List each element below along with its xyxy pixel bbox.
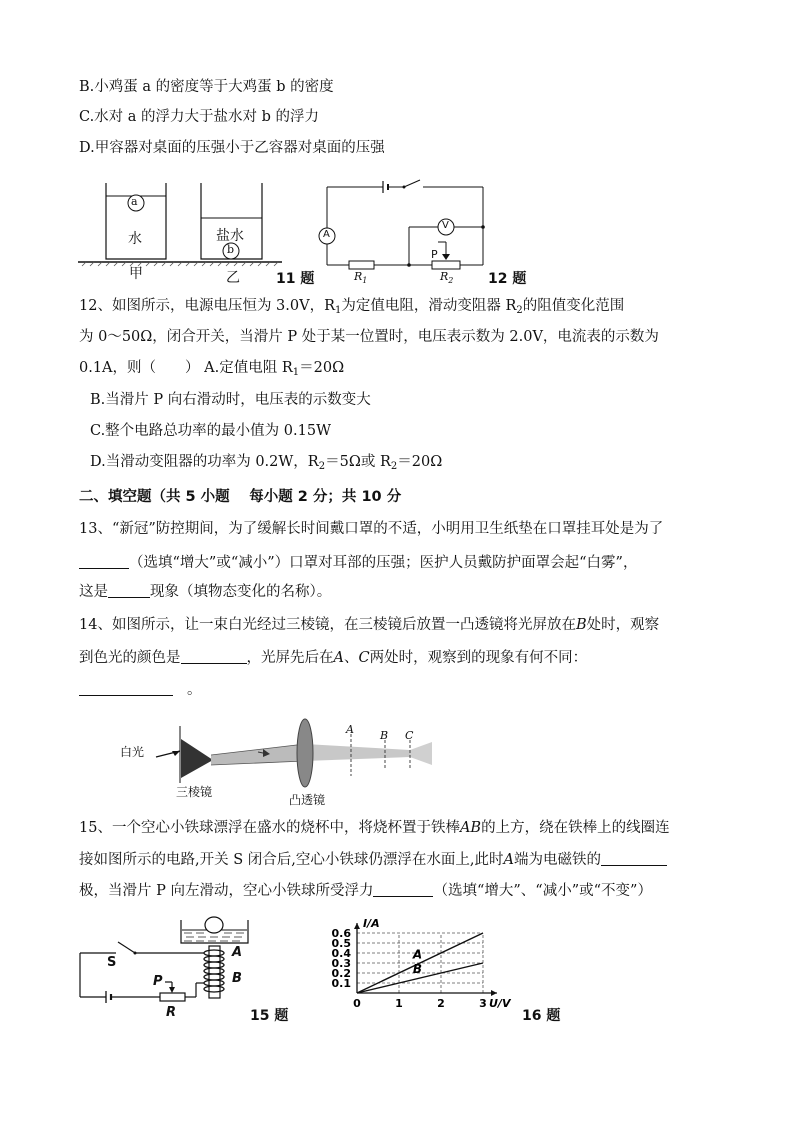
y-axis-label: I/A (363, 917, 380, 930)
q12-stem3b: ＝20Ω (299, 360, 345, 376)
position-a-label: A (346, 723, 354, 736)
figure-16-caption: 16 题 (522, 1008, 561, 1024)
series-label-B: B (412, 961, 423, 976)
q14-line2d: 两处时，观察到的现象有何不同： (369, 650, 588, 666)
x-axis-label: U/V (489, 997, 511, 1010)
q15-line2a: 接如图所示的电路,开关 S 闭合后,空心小铁球仍漂浮在水面上,此时 (79, 852, 504, 868)
voltmeter-symbol: V (442, 220, 449, 231)
x-tick-label: 3 (479, 997, 487, 1010)
salt-water-label: 盐水 (216, 228, 244, 244)
r2-subscript: 2 (448, 276, 454, 285)
q12-stem1b: 为定值电阻，滑动变阻器 R (341, 298, 517, 314)
series-label-A: A (412, 947, 423, 962)
q12-optd-sub2: 2 (390, 461, 398, 472)
q14-line1-b-letter: B (575, 617, 587, 633)
q12-stem3a: 0.1A，则（ ） A.定值电阻 R (79, 360, 293, 376)
x-tick-label: 0 (353, 997, 361, 1010)
q12-optd-sub1: 2 (318, 461, 326, 472)
q12-stem1c: 的阻值变化范围 (522, 298, 625, 314)
q15-line2-a-letter: A (503, 852, 514, 868)
q11-option-c: C.水对 a 的浮力大于盐水对 b 的浮力 (79, 109, 320, 125)
convex-lens-label: 凸透镜 (289, 793, 326, 807)
white-light-label: 白光 (120, 745, 145, 759)
q12-optd-b: ＝5Ω或 R (325, 454, 391, 470)
q11-option-d: D.甲容器对桌面的压强小于乙容器对桌面的压强 (79, 140, 385, 156)
rod-end-a-label: A (232, 945, 243, 960)
y-tick-label: 0.4 (331, 947, 351, 960)
y-axis-arrow (354, 923, 360, 929)
x-tick-label: 2 (437, 997, 445, 1010)
position-b-label: B (380, 729, 389, 742)
q14-line2-a-letter: A (333, 650, 344, 666)
figure-12-caption: 12 题 (488, 271, 527, 287)
q13-line1: 13、“新冠”防控期间，为了缓解长时间戴口罩的不适，小明用卫生纸垫在口罩挂耳处是为了 (79, 521, 664, 537)
slider-p-label-15: P (153, 974, 163, 989)
q14-line2-c-letter: C (358, 650, 370, 666)
q14-line2a: 到色光的颜色是 (79, 650, 181, 666)
figure-15-caption: 15 题 (250, 1008, 289, 1024)
section-2-title: 二、填空题（共 5 小题 每小题 2 分；共 10 分 (79, 489, 402, 505)
position-c-label: C (405, 729, 414, 742)
q12-stem1-sub1: 1 (335, 305, 342, 316)
y-tick-label: 0.3 (331, 957, 351, 970)
container-jia-label: 甲 (129, 266, 143, 282)
x-tick-label: 1 (395, 997, 403, 1010)
rheostat-r-label: R (166, 1005, 177, 1020)
q12-optd-c: ＝20Ω (397, 454, 443, 470)
egg-b-label: b (227, 243, 235, 256)
y-tick-label: 0.6 (331, 927, 351, 940)
egg-a-label: a (131, 195, 138, 208)
q12-option-b: B.当滑片 P 向右滑动时，电压表的示数变大 (90, 392, 371, 408)
q13-line3a: 这是 (79, 584, 108, 600)
q13-line3b: 现象（填物态变化的名称）。 (150, 584, 332, 600)
switch-s-label: S (107, 955, 117, 970)
ammeter-symbol: A (323, 229, 330, 240)
container-yi-label: 乙 (226, 270, 240, 286)
q14-line2c: 、 (343, 650, 359, 666)
q12-option-c: C.整个电路总功率的最小值为 0.15W (90, 423, 331, 439)
q12-stem3-sub: 1 (292, 367, 300, 378)
q13-line2-text: （选填“增大”或“减小”）口罩对耳部的压强；医护人员戴防护面罩会起“白雾”， (129, 555, 638, 571)
q11-option-b: B.小鸡蛋 a 的密度等于大鸡蛋 b 的密度 (79, 79, 334, 95)
q15-line3b: （选填“增大”、“减小”或“不变”） (433, 883, 652, 899)
q15-line1-ab: AB (459, 820, 482, 836)
q14-line1b: 处时，观察 (586, 617, 660, 633)
q15-line1a: 15、一个空心小铁球漂浮在盛水的烧杯中，将烧杯置于铁棒 (79, 820, 460, 836)
water-label: 水 (128, 231, 142, 247)
slider-p-label: P (431, 248, 438, 261)
r2-letter: R (440, 270, 449, 283)
q15-line3a: 极，当滑片 P 向左滑动，空心小铁球所受浮力 (79, 883, 374, 899)
y-tick-label: 0.5 (331, 937, 351, 950)
rod-end-b-label: B (232, 971, 242, 986)
y-tick-label: 0.1 (331, 977, 351, 990)
prism-label: 三棱镜 (176, 785, 213, 799)
q12-stem1a: 12、如图所示，电源电压恒为 3.0V，R (79, 298, 336, 314)
q12-optd-a: D.当滑动变阻器的功率为 0.2W，R (90, 454, 319, 470)
r1-subscript: 1 (362, 276, 368, 285)
q12-stem-line2: 为 0～50Ω，闭合开关，当滑片 P 处于某一位置时，电压表示数为 2.0V，电流表的示数为 (79, 329, 659, 345)
q12-stem1-sub2: 2 (516, 305, 523, 316)
q15-line1b: 的上方，绕在铁棒上的线圈连 (481, 820, 670, 836)
q14-line1a: 14、如图所示，让一束白光经过三棱镜，在三棱镜后放置一凸透镜将光屏放在 (79, 617, 576, 633)
figure-11-caption: 11 题 (276, 271, 315, 287)
y-tick-label: 0.2 (331, 967, 351, 980)
x-axis-arrow (491, 990, 497, 996)
q14-line2b: ，光屏先后在 (246, 650, 334, 666)
q14-line3-end: 。 (187, 682, 202, 698)
q15-line2b: 端为电磁铁的 (513, 852, 601, 868)
r1-letter: R (354, 270, 363, 283)
